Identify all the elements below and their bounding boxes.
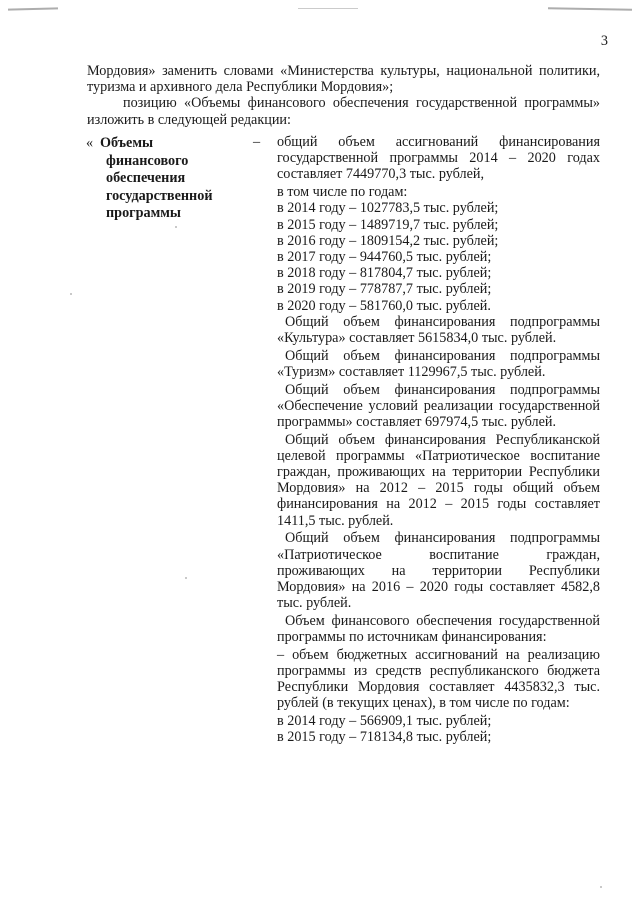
total-funding-paragraph: общий объем ассигнований финансирования государственной программы 2014 – 2020 годах составляет 7449770,3 тыс. рублей,	[277, 134, 600, 183]
label-line: программы	[106, 205, 181, 222]
scan-speck	[175, 226, 177, 228]
funding-sources-paragraph: Объем финансового обеспечения государственной программы по источникам финансирования:	[277, 612, 600, 646]
conditions-funding-paragraph: Общий объем финансирования подпрограммы «Обеспечение условий реализации государственной программы» составляет 697974,5 тыс. рублей.	[277, 381, 600, 430]
budget-allocation-paragraph: – объем бюджетных ассигнований на реализацию программы из средств республиканского бюджета Республики Мордовия составляет 4435832,3 тыс. рублей (в текущих ценах), в том числе по годам:	[277, 646, 600, 712]
patriotic-subprogram-paragraph: Общий объем финансирования подпрограммы «Патриотическое воспитание граждан, проживающих на территории Республики Мордовия» на 2016 – 2020 годы составляет 4582,8 тыс. рублей.	[277, 530, 600, 612]
tourism-funding-paragraph: Общий объем финансирования подпрограммы «Туризм» составляет 1129967,5 тыс. рублей.	[277, 347, 600, 380]
scan-speck	[185, 577, 187, 579]
intro-paragraph-1: Мордовия» заменить словами «Министерства культуры, национальной политики, туризма и архивного дела Республики Мордовия»;	[87, 63, 600, 96]
budget-year-line: в 2015 году – 718134,8 тыс. рублей;	[277, 729, 492, 746]
scan-artifact-middle	[298, 8, 358, 9]
year-funding-line: в 2015 году – 1489719,7 тыс. рублей;	[277, 216, 499, 233]
intro-paragraph-2: позицию «Объемы финансового обеспечения государственной программы» изложить в следующей редакции:	[87, 95, 600, 128]
year-funding-line: в 2019 году – 778787,7 тыс. рублей;	[277, 281, 492, 298]
dash-separator: –	[253, 134, 261, 150]
intro-text	[87, 63, 600, 128]
year-funding-line: в 2016 году – 1809154,2 тыс. рублей;	[277, 232, 499, 249]
position-label	[86, 135, 256, 223]
scan-speck	[600, 886, 602, 888]
culture-funding-paragraph: Общий объем финансирования подпрограммы «Культура» составляет 5615834,0 тыс. рублей.	[277, 313, 600, 346]
year-funding-line: в 2018 году – 817804,7 тыс. рублей;	[277, 265, 492, 282]
budget-year-line: в 2014 году – 566909,1 тыс. рублей;	[277, 713, 492, 730]
page-number: 3	[600, 33, 608, 49]
year-funding-line: в 2020 году – 581760,0 тыс. рублей.	[277, 297, 491, 314]
scan-artifact-right	[548, 7, 632, 10]
by-years-label: в том числе по годам:	[277, 184, 408, 201]
scan-speck	[70, 293, 72, 295]
opening-quote: «	[86, 135, 94, 151]
label-line: финансового	[106, 152, 189, 169]
label-line: Объемы	[100, 135, 154, 151]
label-line: обеспечения	[106, 170, 186, 187]
year-funding-line: в 2017 году – 944760,5 тыс. рублей;	[277, 248, 492, 265]
patriotic-target-program-paragraph: Общий объем финансирования Республиканской целевой программы «Патриотическое воспитание граждан, проживающих на территории Республики Мордовия» на 2012 – 2015 годы общий объем финансирования на 2012 – 2015 годы составляет 1411,5 тыс. рублей.	[277, 431, 600, 529]
scan-artifact-left	[8, 7, 58, 10]
year-funding-line: в 2014 году – 1027783,5 тыс. рублей;	[277, 200, 499, 217]
label-line: государственной	[106, 187, 213, 204]
position-value	[277, 134, 600, 746]
